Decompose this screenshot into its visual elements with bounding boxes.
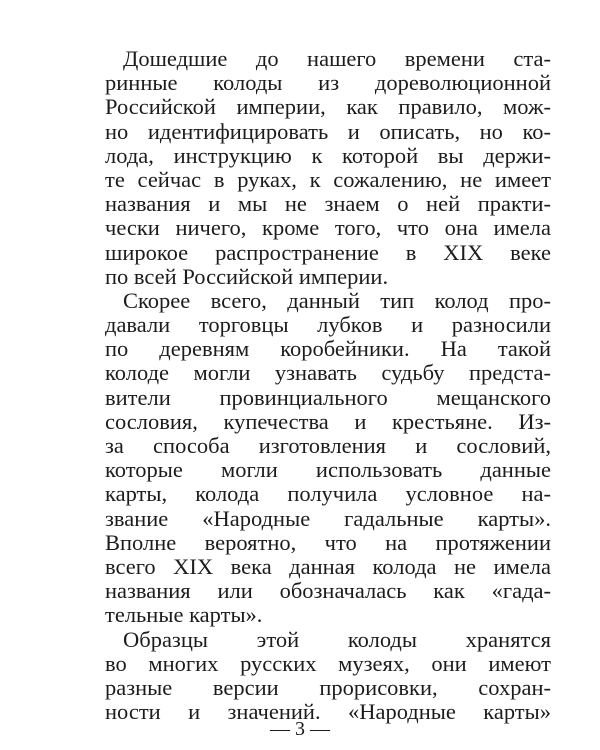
paragraph xyxy=(105,47,551,289)
text-line: давали торговцы лубков и разносили xyxy=(105,312,551,338)
text-line: сословия, купечества и крестьяне. Из- xyxy=(105,408,551,434)
text-line: но идентифицировать и описать, но ко- xyxy=(105,118,551,144)
text-line: тельные карты». xyxy=(105,602,263,628)
text-line: карты, колода получила условное на- xyxy=(105,481,551,507)
text-line: лода, инструкцию к которой вы держи- xyxy=(105,142,551,168)
text-line: те сейчас в руках, к сожалению, не имеет xyxy=(105,166,551,192)
paragraph xyxy=(105,628,551,725)
page-body xyxy=(105,47,551,724)
text-line: широкое распространение в XIX веке xyxy=(105,239,551,265)
text-line: за способа изготовления и сословий, xyxy=(105,433,551,458)
text-line: чески ничего, кроме того, что она имела xyxy=(105,215,551,241)
text-line: ринные колоды из дореволюционной xyxy=(105,70,551,96)
text-line: во многих русских музеях, они имеют xyxy=(105,650,551,676)
text-line: Российской империи, как правило, мож- xyxy=(105,94,551,120)
text-line: Дошедшие до нашего времени ста- xyxy=(123,46,551,71)
text-line: названия и мы не знаем о ней практи- xyxy=(105,191,551,217)
text-line: Вполне вероятно, что на протяжении xyxy=(105,529,551,555)
text-line: по всей Российской империи. xyxy=(105,263,389,289)
text-line: Образцы этой колоды хранятся xyxy=(123,626,551,652)
text-line: разные версии прорисовки, сохран- xyxy=(105,674,551,700)
text-line: ности и значений. «Народные карты» xyxy=(105,699,551,725)
text-line: вители провинциального мещанского xyxy=(105,384,551,410)
text-line: по деревням коробейники. На такой xyxy=(105,336,551,362)
text-line: которые могли использовать данные xyxy=(105,457,551,483)
text-line: названия или обозначалась как «гада- xyxy=(105,578,551,604)
text-line: звание «Народные гадальные карты». xyxy=(105,505,551,531)
text-line: Скорее всего, данный тип колод про- xyxy=(123,287,551,313)
paragraph xyxy=(105,289,551,628)
text-line: колоде могли узнавать судьбу предста- xyxy=(105,360,551,386)
text-line: всего XIX века данная колода не имела xyxy=(105,553,551,579)
page-number: — 3 — xyxy=(270,718,330,740)
